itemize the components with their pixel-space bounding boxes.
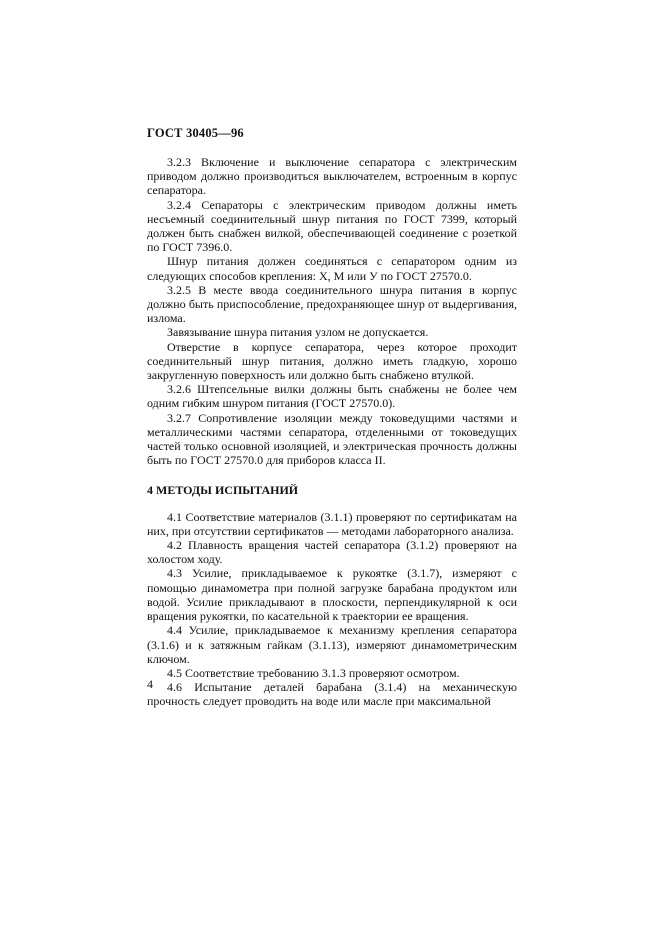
paragraph-4-2: 4.2 Плавность вращения частей сепаратора (3.1.2) проверяют на холостом ходу. xyxy=(147,538,517,567)
page-number: 4 xyxy=(147,677,153,691)
paragraph-3-2-3: 3.2.3 Включение и выключение сепаратора с электрическим приводом должно производиться выключателем, встроенным в корпус сепаратора. xyxy=(147,155,517,198)
paragraph-3-2-6: 3.2.6 Штепсельные вилки должны быть снабжены не более чем одним гибким шнуром питания (ГОСТ 27570.0). xyxy=(147,382,517,411)
paragraph-4-4: 4.4 Усилие, прикладываемое к механизму крепления сепаратора (3.1.6) и к затяжным гайкам (3.1.13), измеряют динамометрическим ключом. xyxy=(147,623,517,666)
section-title: 4 МЕТОДЫ ИСПЫТАНИЙ xyxy=(147,483,299,498)
paragraph-3-2-5: 3.2.5 В месте ввода соединительного шнура питания в корпус должно быть приспособление, предохраняющее шнур от выдергивания, излома. xyxy=(147,282,517,326)
document-header: ГОСТ 30405—96 xyxy=(147,126,244,140)
paragraph-4-3: 4.3 Усилие, прикладываемое к рукоятке (3.1.7), измеряют с помощью динамометра при полной загрузке барабана продуктом или водой. Усилие прикладывают в плоскости, перпендикулярной к оси вращения рукоятки, по касательной к траектории ее вращения. xyxy=(147,566,517,624)
document-body xyxy=(147,155,517,709)
paragraph-4-1: 4.1 Соответствие материалов (3.1.1) проверяют по сертификатам на них, при отсутствии сертификатов — методами лабораторного анализа. xyxy=(147,509,517,538)
paragraph-power-cord-attachment: Шнур питания должен соединяться с сепаратором одним из следующих способов крепления: X, M или У по ГОСТ 27570.0. xyxy=(147,254,517,283)
paragraph-3-2-4: 3.2.4 Сепараторы с электрическим приводом должны иметь несъемный соединительный шнур питания по ГОСТ 7399, который должен быть снабжен вилкой, обеспечивающей соединение с розеткой по ГОСТ 7396.0. xyxy=(147,197,517,255)
paragraph-4-5: 4.5 Соответствие требованию 3.1.3 проверяют осмотром. xyxy=(167,665,460,680)
paragraph-3-2-7: 3.2.7 Сопротивление изоляции между токоведущими частями и металлическими частями сепаратора, отделенными от токоведущих частей только основной изоляцией, и электрическая прочность должны быть по ГОСТ 27570.0 для приборов класса II. xyxy=(147,410,517,468)
paragraph-4-6: 4.6 Испытание деталей барабана (3.1.4) на механическую прочность следует проводить на воде или масле при максимальной xyxy=(147,680,517,709)
paragraph-housing-opening: Отверстие в корпусе сепаратора, через которое проходит соединительный шнур питания, должно иметь гладкую, хорошо закругленную поверхность или должно быть снабжено втулкой. xyxy=(147,339,517,383)
paragraph-cord-knot: Завязывание шнура питания узлом не допускается. xyxy=(167,325,429,340)
